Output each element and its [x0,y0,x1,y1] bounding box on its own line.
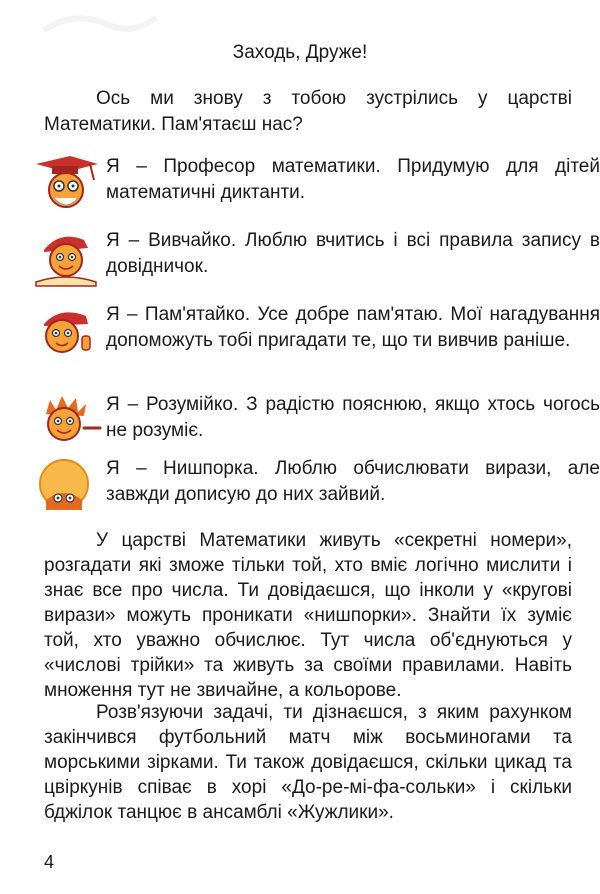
nyshporka-icon [30,456,102,516]
page-number: 4 [44,852,55,872]
character-professor-text: Я – Професор математики. Придумую для дітей математичні диктанти. [106,156,600,203]
character-vyvchaiko-text: Я – Вивчайко. Люблю вчитись і всі правила запису в довідничок. [106,230,600,277]
intro-paragraph: Ось ми знову з тобою зустрілись у царстві Математики. Пам'ятаєш нас? [44,88,572,135]
body-paragraph-2: Розв'язуючи задачі, ти дізнаєшся, з яким рахунком закінчився футбольний матч між восьминогами та морськими зірками. Ти також довідаєшся, скільки цикад та цвіркунів співає в хорі «До-ре-мі-фа-сольки» і скільки бджілок танцює в ансамблі «Жужлики». [44,702,572,823]
character-nyshporka-text: Я – Нишпорка. Люблю обчислювати вирази, але завжди дописую до них зайвий. [106,458,600,505]
page-title: Заходь, Друже! [232,42,368,63]
pamiataiko-icon [30,302,102,362]
rozumiiko-icon [30,392,102,452]
body-paragraph-1: У царстві Математики живуть «секретні номери», розгадати які зможе тільки той, хто вміє логічно мислити і знає все про числа. Ти довідаєшся, що інколи у «кругові вирази» можуть проникати «нишпорки». Знайти їх зуміє той, хто уважно обчислює. Тут числа об'єднуються у «числові трійки» та живуть за своїми правилами. Навіть множення тут не звичайне, а кольорове. [44,530,572,701]
professor-icon [30,154,102,214]
vyvchaiko-icon [30,228,102,288]
character-pamiataiko-text: Я – Пам'ятайко. Усе добре пам'ятаю. Мої нагадування допоможуть тобі пригадати те, що ти вивчив раніше. [106,304,600,351]
character-rozumiiko-text: Я – Розумійко. З радістю пояснюю, якщо хтось чогось не розуміє. [106,394,600,441]
